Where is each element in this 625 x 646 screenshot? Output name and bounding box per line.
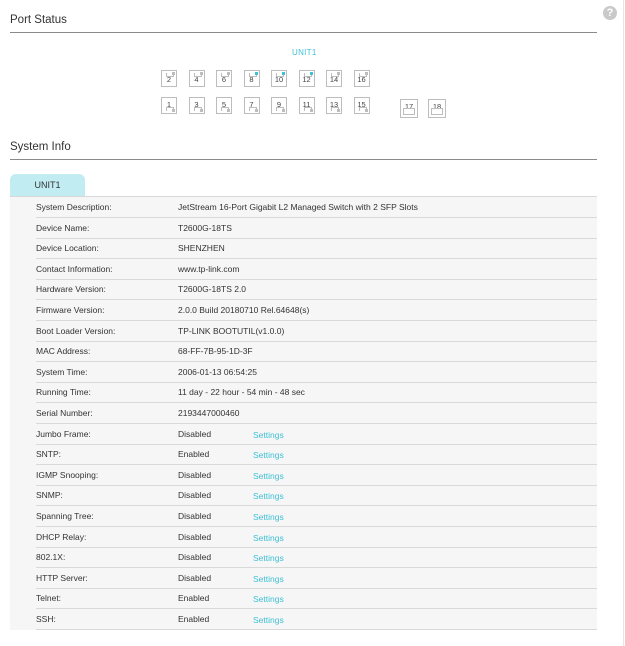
sfp-port-17[interactable] <box>400 99 418 118</box>
port-7[interactable] <box>244 97 260 114</box>
port-number: 5 <box>221 100 227 109</box>
port-number: 14 <box>329 75 339 84</box>
sfp-slot-icon <box>403 108 415 115</box>
sfp-slot-icon <box>431 108 443 115</box>
link-led-icon <box>200 109 203 112</box>
link-led-icon <box>255 72 258 75</box>
port-3[interactable] <box>189 97 205 114</box>
info-label: Firmware Version: <box>36 305 105 315</box>
info-label: Contact Information: <box>36 263 113 274</box>
info-value: SHENZHEN <box>178 243 225 254</box>
port-number: 4 <box>194 75 199 84</box>
info-row <box>36 465 597 486</box>
link-led-icon <box>282 109 285 112</box>
settings-link[interactable]: Settings <box>253 450 284 461</box>
info-value: Enabled <box>178 449 210 460</box>
info-label: Jumbo Frame: <box>36 428 91 439</box>
settings-link[interactable]: Settings <box>253 491 284 502</box>
link-led-icon <box>227 109 230 112</box>
info-label: Hardware Version: <box>36 284 106 295</box>
link-led-icon <box>255 109 258 112</box>
info-value: Enabled <box>178 593 210 604</box>
port-8[interactable] <box>244 70 260 87</box>
info-value: JetStream 16-Port Gigabit L2 Managed Switch with 2 SFP Slots <box>178 202 418 212</box>
port-status-title: Port Status <box>10 14 67 26</box>
port-6[interactable] <box>216 70 232 87</box>
info-value: 2193447000460 <box>178 408 240 418</box>
info-label: IGMP Snooping: <box>36 469 99 480</box>
port-number: 6 <box>221 75 227 84</box>
port-status-divider <box>10 32 597 33</box>
port-4[interactable] <box>189 70 205 87</box>
port-9[interactable] <box>271 97 287 114</box>
info-row <box>36 259 597 280</box>
port-number: 12 <box>302 75 311 84</box>
info-row <box>36 403 597 424</box>
info-row <box>36 609 597 630</box>
link-led-icon <box>365 109 368 112</box>
info-value: 2.0.0 Build 20180710 Rel.64648(s) <box>178 305 310 315</box>
info-row <box>36 588 597 609</box>
info-value: Disabled <box>178 490 212 501</box>
info-label: Serial Number: <box>36 408 93 418</box>
info-label: Device Location: <box>36 243 99 254</box>
info-label: Device Name: <box>36 222 90 233</box>
sfp-port-18[interactable] <box>428 99 446 118</box>
info-row <box>36 300 597 321</box>
info-row <box>36 321 597 342</box>
info-row <box>36 527 597 548</box>
info-value: T2600G-18TS 2.0 <box>178 284 247 295</box>
settings-link[interactable]: Settings <box>253 615 284 625</box>
settings-link[interactable]: Settings <box>253 594 284 605</box>
link-led-icon <box>172 109 175 112</box>
info-value: 68-FF-7B-95-1D-3F <box>178 346 253 357</box>
info-row <box>36 218 597 239</box>
port-13[interactable] <box>326 97 342 114</box>
info-label: HTTP Server: <box>36 572 88 583</box>
info-label: DHCP Relay: <box>36 531 87 542</box>
info-row <box>36 424 597 445</box>
settings-link[interactable]: Settings <box>253 573 284 584</box>
info-value: TP-LINK BOOTUTIL(v1.0.0) <box>178 325 285 336</box>
info-value: 2006-01-13 06:54:25 <box>178 366 257 377</box>
link-led-icon <box>337 109 340 112</box>
help-icon[interactable]: ? <box>603 6 617 20</box>
port-5[interactable] <box>216 97 232 114</box>
port-number: 3 <box>194 100 199 109</box>
info-value: Disabled <box>178 572 212 583</box>
info-label: 802.1X: <box>36 552 66 563</box>
info-row <box>36 238 597 259</box>
port-1[interactable] <box>161 97 177 114</box>
info-row <box>36 362 597 383</box>
info-label: Spanning Tree: <box>36 511 94 521</box>
info-row <box>36 444 597 465</box>
port-number: 18 <box>432 102 442 111</box>
link-led-icon <box>310 109 313 112</box>
port-15[interactable] <box>354 97 370 114</box>
info-label: Boot Loader Version: <box>36 325 116 336</box>
port-number: 2 <box>166 75 172 84</box>
settings-link[interactable]: Settings <box>253 429 284 440</box>
port-number: 16 <box>357 75 366 84</box>
info-row <box>36 547 597 568</box>
settings-link[interactable]: Settings <box>253 553 284 564</box>
info-value: Disabled <box>178 552 212 563</box>
port-number: 7 <box>249 100 254 109</box>
info-label: SSH: <box>36 614 56 624</box>
info-row <box>36 485 597 506</box>
info-value: T2600G-18TS <box>178 222 232 233</box>
info-value: Disabled <box>178 469 212 480</box>
info-value: www.tp-link.com <box>178 263 240 274</box>
info-label: SNTP: <box>36 449 62 460</box>
port-16[interactable] <box>354 70 370 87</box>
port-12[interactable] <box>299 70 315 87</box>
port-number: 8 <box>249 75 254 84</box>
info-value: 11 day - 22 hour - 54 min - 48 sec <box>178 387 305 398</box>
info-value: Disabled <box>178 511 212 521</box>
info-label: Running Time: <box>36 387 91 398</box>
port-11[interactable] <box>299 97 315 114</box>
info-label: SNMP: <box>36 490 63 501</box>
settings-link[interactable]: Settings <box>253 512 284 522</box>
info-value: Enabled <box>178 614 210 624</box>
info-value: Disabled <box>178 428 212 439</box>
page-right-border <box>623 0 624 646</box>
info-row <box>36 197 597 218</box>
link-led-icon <box>227 72 230 75</box>
port-10[interactable] <box>271 70 287 87</box>
port-2[interactable] <box>161 70 177 87</box>
info-row <box>36 568 597 589</box>
info-label: System Description: <box>36 202 112 212</box>
system-info-divider <box>10 159 597 160</box>
port-number: 9 <box>276 100 282 109</box>
info-row <box>36 341 597 362</box>
info-label: System Time: <box>36 366 88 377</box>
port-number: 10 <box>274 75 284 84</box>
info-value: Disabled <box>178 531 212 542</box>
info-label: Telnet: <box>36 593 62 604</box>
link-led-icon <box>200 72 203 75</box>
port-14[interactable] <box>326 70 342 87</box>
port-number: 13 <box>329 100 339 109</box>
settings-link[interactable]: Settings <box>253 470 284 481</box>
info-row <box>36 382 597 403</box>
info-row <box>36 279 597 300</box>
port-unit-label: UNIT1 <box>292 48 317 57</box>
port-number: 15 <box>357 100 366 109</box>
tab-unit1[interactable]: UNIT1 <box>10 174 85 196</box>
port-number: 1 <box>166 100 172 109</box>
settings-link[interactable]: Settings <box>253 532 284 543</box>
info-label: MAC Address: <box>36 346 91 357</box>
port-number: 11 <box>302 100 311 109</box>
info-row <box>36 506 597 527</box>
system-info-title: System Info <box>10 141 71 153</box>
link-led-icon <box>172 72 175 75</box>
port-number: 17 <box>404 102 414 111</box>
